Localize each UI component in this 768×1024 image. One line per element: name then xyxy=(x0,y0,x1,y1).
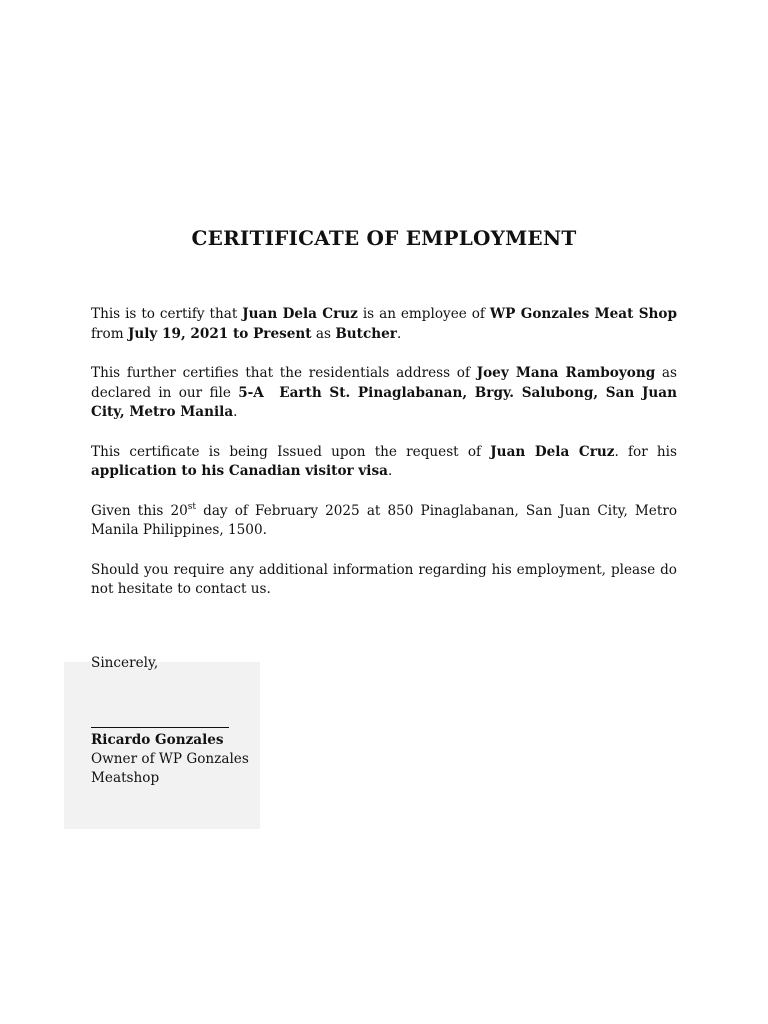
paragraph-employment xyxy=(91,305,677,344)
signer-block xyxy=(91,731,249,788)
text: . for his xyxy=(614,443,677,460)
text: This further certifies that the residentials address of xyxy=(91,365,477,381)
ordinal-suffix: st xyxy=(187,501,196,512)
paragraph-address xyxy=(91,364,682,423)
text: . xyxy=(387,463,393,479)
closing-text: Sincerely, xyxy=(91,655,159,671)
text: as xyxy=(311,325,336,342)
text: This is to certify that xyxy=(91,306,243,322)
certificate-body xyxy=(91,305,682,620)
paragraph-contact: Should you require any additional information regarding his employment, please do not hesitate to contact us. xyxy=(91,561,677,597)
paragraph-given xyxy=(91,502,677,541)
signer-name: Ricardo Gonzales xyxy=(91,732,224,748)
text: This certificate is being Issued upon the request of xyxy=(91,443,491,460)
document-title: CERITIFICATE OF EMPLOYMENT xyxy=(191,226,577,250)
text: as declared in our file xyxy=(91,365,678,401)
employee-name: Juan Dela Cruz xyxy=(242,306,358,322)
job-position: Butcher xyxy=(335,325,397,342)
requester-name: Juan Dela Cruz xyxy=(490,443,615,460)
company-name: WP Gonzales Meat Shop xyxy=(489,306,678,322)
text: from xyxy=(91,325,128,342)
text: . xyxy=(396,325,402,342)
resident-name: Joey Mana Ramboyong xyxy=(476,365,656,381)
text: day of February 2025 at 850 Pinaglabanan, San Juan City, Metro Manila Philippines, 1500. xyxy=(91,502,677,538)
request-purpose: application to his Canadian visitor visa xyxy=(91,463,388,479)
resident-address: 5-A Earth St. Pinaglabanan, Brgy. Salubong, San Juan City, Metro Manila xyxy=(91,384,682,420)
signer-role: Owner of WP Gonzales xyxy=(91,751,249,767)
text: . xyxy=(233,404,238,420)
text: Given this 20 xyxy=(91,502,188,519)
employment-period: July 19, 2021 to Present xyxy=(127,325,312,342)
text: is an employee of xyxy=(357,306,490,322)
signer-role-cont: Meatshop xyxy=(91,770,160,786)
paragraph-request xyxy=(91,443,677,482)
signature-line xyxy=(91,727,229,728)
